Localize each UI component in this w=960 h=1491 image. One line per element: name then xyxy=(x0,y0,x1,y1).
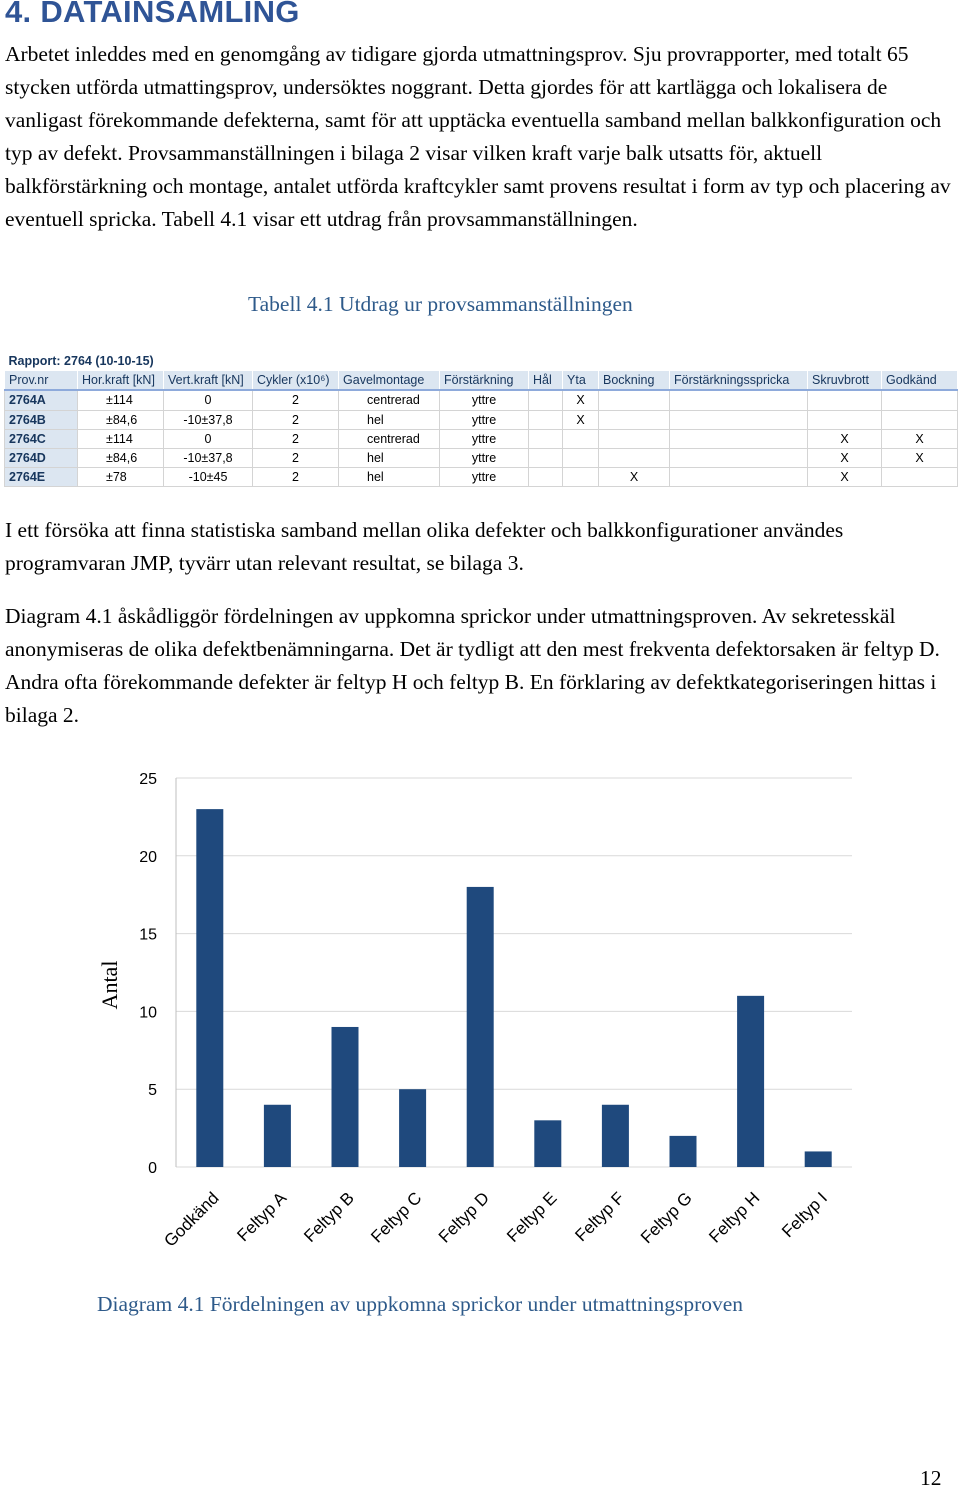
table-cell: yttre xyxy=(440,390,529,410)
column-header: Gavelmontage xyxy=(339,371,440,391)
table-cell: -10±37,8 xyxy=(164,448,253,467)
table-cell xyxy=(670,390,808,410)
jmp-paragraph: I ett försöka att finna statistiska samband mellan olika defekter och balkkonfigurationer användes programvaran JMP, tyvärr utan relevant resultat, se bilaga 3. xyxy=(5,518,844,575)
x-tick-label: Feltyp B xyxy=(300,1188,358,1246)
table-cell xyxy=(670,448,808,467)
table-cell: hel xyxy=(339,468,440,487)
table-cell: hel xyxy=(339,448,440,467)
table-cell: -10±45 xyxy=(164,468,253,487)
x-tick-label: Feltyp D xyxy=(434,1188,494,1247)
table-cell: centrerad xyxy=(339,390,440,410)
bar xyxy=(602,1105,629,1167)
table-cell: X xyxy=(808,468,882,487)
table-cell: ±114 xyxy=(78,429,164,448)
table-cell: X xyxy=(808,448,882,467)
table-cell: 2764A xyxy=(5,390,78,410)
bar xyxy=(805,1151,832,1167)
table-cell: 2 xyxy=(253,429,339,448)
bar xyxy=(467,887,494,1167)
x-tick-label: Feltyp I xyxy=(778,1188,832,1242)
page-number: 12 xyxy=(920,1466,942,1490)
bar xyxy=(332,1027,359,1167)
test-summary-table xyxy=(4,352,958,487)
table-cell xyxy=(882,390,958,410)
bar xyxy=(264,1105,291,1167)
table-cell: 2 xyxy=(253,448,339,467)
bar xyxy=(534,1120,561,1167)
table-cell: ±84,6 xyxy=(78,410,164,429)
y-tick-label: 25 xyxy=(139,771,157,788)
table-cell: ±78 xyxy=(78,468,164,487)
table-cell: X xyxy=(563,410,599,429)
table-cell: 2764C xyxy=(5,429,78,448)
table-cell: 2764D xyxy=(5,448,78,467)
table-cell: 2764E xyxy=(5,468,78,487)
table-cell xyxy=(529,448,563,467)
table-cell xyxy=(599,410,670,429)
table-row xyxy=(5,410,958,429)
table-cell: 0 xyxy=(164,390,253,410)
table-cell xyxy=(599,448,670,467)
column-header: Förstärkningsspricka xyxy=(670,371,808,391)
x-tick-label: Feltyp E xyxy=(503,1188,561,1246)
column-header: Yta xyxy=(563,371,599,391)
table-cell: X xyxy=(599,468,670,487)
table-cell xyxy=(563,468,599,487)
table-cell: ±84,6 xyxy=(78,448,164,467)
column-header: Cykler (x10⁶) xyxy=(253,371,339,391)
table-row xyxy=(5,429,958,448)
table-cell xyxy=(599,390,670,410)
y-tick-label: 20 xyxy=(139,848,157,866)
table-cell: X xyxy=(882,448,958,467)
table-cell: yttre xyxy=(440,448,529,467)
column-header: Prov.nr xyxy=(5,371,78,391)
table-row xyxy=(5,448,958,467)
y-axis-label: Antal xyxy=(97,960,122,1010)
table-cell: 2 xyxy=(253,390,339,410)
x-tick-label: Feltyp G xyxy=(636,1188,696,1248)
table-cell: 2 xyxy=(253,468,339,487)
column-header: Hor.kraft [kN] xyxy=(78,371,164,391)
table-cell xyxy=(882,410,958,429)
table-cell: 0 xyxy=(164,429,253,448)
bar xyxy=(399,1089,426,1167)
table-cell: X xyxy=(882,429,958,448)
bar xyxy=(737,996,764,1167)
table-cell: X xyxy=(808,429,882,448)
report-title: Rapport: 2764 (10-10-15) xyxy=(8,354,154,369)
table-cell xyxy=(670,429,808,448)
table-cell xyxy=(529,390,563,410)
y-tick-label: 15 xyxy=(139,926,157,944)
y-tick-label: 10 xyxy=(139,1004,157,1022)
table-cell xyxy=(882,468,958,487)
table-cell: yttre xyxy=(440,429,529,448)
x-tick-label: Godkänd xyxy=(160,1188,223,1251)
defect-distribution-chart xyxy=(0,750,960,1270)
table-caption: Tabell 4.1 Utdrag ur provsammanställningen xyxy=(248,292,633,316)
section-heading: 4. DATAINSAMLING xyxy=(5,0,300,29)
table-cell xyxy=(808,410,882,429)
table-cell xyxy=(599,429,670,448)
table-header-row xyxy=(5,371,958,391)
table-cell: X xyxy=(563,390,599,410)
x-tick-label: Feltyp C xyxy=(367,1188,426,1247)
table-cell: 2 xyxy=(253,410,339,429)
bar xyxy=(196,809,223,1167)
table-cell: yttre xyxy=(440,410,529,429)
column-header: Förstärkning xyxy=(440,371,529,391)
table-cell: hel xyxy=(339,410,440,429)
table-cell xyxy=(670,410,808,429)
column-header: Vert.kraft [kN] xyxy=(164,371,253,391)
x-tick-label: Feltyp A xyxy=(233,1188,291,1246)
table-cell xyxy=(563,429,599,448)
chart-caption: Diagram 4.1 Fördelningen av uppkomna sprickor under utmattningsproven xyxy=(97,1292,744,1316)
table-cell: 2764B xyxy=(5,410,78,429)
table-cell xyxy=(529,410,563,429)
table-cell xyxy=(808,390,882,410)
table-cell: yttre xyxy=(440,468,529,487)
table-cell: -10±37,8 xyxy=(164,410,253,429)
y-tick-label: 5 xyxy=(148,1082,157,1100)
intro-paragraph: Arbetet inleddes med en genomgång av tidigare gjorda utmattningsprov. Sju provrapporter, med totalt 65 stycken utförda utmattingsprov, undersöktes noggrant. Detta gjordes för att kartlägga och lokalisera de vanligast förekommande defekterna, samt för att upptäcka eventuella samband mellan balkkonfiguration och typ av defekt. Provsammanställningen i bilaga 2 visar vilken kraft varje balk utsatts för, aktuell balkförstärkning och montage, antalet utförda kraftcykler samt provens resultat i form av typ och placering av eventuell spricka. Tabell 4.1 visar ett utdrag från provsammanställningen. xyxy=(5,42,951,231)
table-cell: centrerad xyxy=(339,429,440,448)
table-cell xyxy=(529,429,563,448)
table-row xyxy=(5,468,958,487)
table-cell xyxy=(529,468,563,487)
table-cell xyxy=(670,468,808,487)
column-header: Skruvbrott xyxy=(808,371,882,391)
table-cell xyxy=(563,448,599,467)
column-header: Godkänd xyxy=(882,371,958,391)
bar xyxy=(670,1136,697,1167)
diagram-paragraph: Diagram 4.1 åskådliggör fördelningen av uppkomna sprickor under utmattningsproven. Av sekretesskäl anonymiseras de olika defektbenämningarna. Det är tydligt att den mest frekventa defektorsaken är feltyp D. Andra ofta förekommande defekter är feltyp H och feltyp B. En förklaring av defektkategoriseringen hittas i bilaga 2. xyxy=(5,604,940,727)
column-header: Hål xyxy=(529,371,563,391)
y-tick-label: 0 xyxy=(148,1160,157,1177)
x-tick-label: Feltyp H xyxy=(705,1188,764,1247)
table-row xyxy=(5,390,958,410)
column-header: Bockning xyxy=(599,371,670,391)
table-cell: ±114 xyxy=(78,390,164,410)
x-tick-label: Feltyp F xyxy=(571,1188,629,1246)
